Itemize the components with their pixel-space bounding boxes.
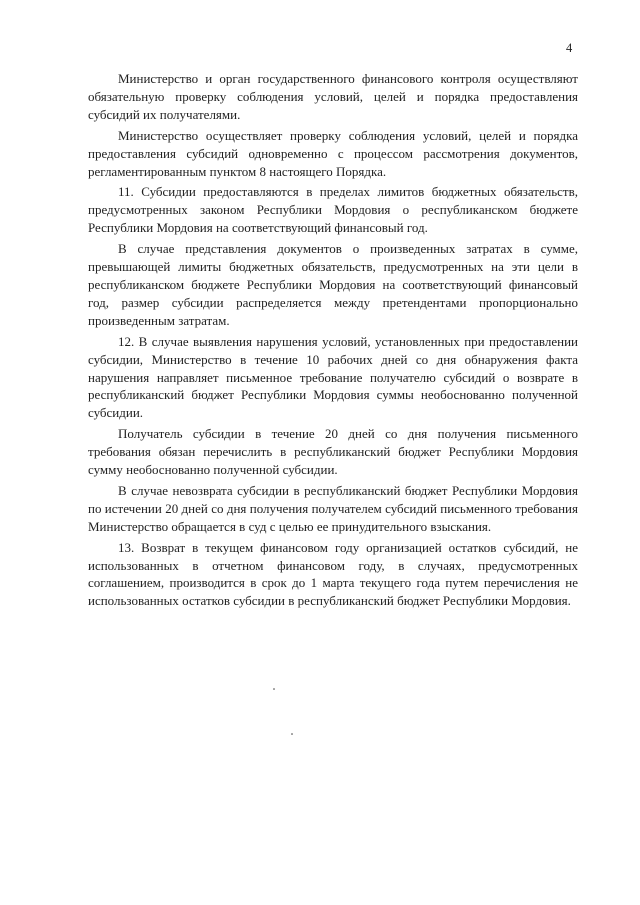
paragraph-control-inspection: Министерство и орган государственного финансового контроля осуществляют обязательную проверку соблюдения условий, целей и порядка предоставления субсидий их получателями. [88,71,578,122]
scan-speck [273,688,275,690]
paragraph-non-return: В случае невозврата субсидии в республиканский бюджет Республики Мордовия по истечении 20 дней со дня получения получателем субсидий письменного требования Министерство обращается в суд с целью ее принудительного взыскания. [88,482,578,534]
paragraph-clause-13: 13. Возврат в текущем финансовом году организацией остатков субсидий, не использованных в отчетном финансовом году, в случаях, предусмотренных соглашением, производится в срок до 1 марта текущего года путем перечисления не использованных остатков субсидии в республиканский бюджет Республики Мордовия. [88,539,578,609]
paragraph-limit-excess: В случае представления документов о произведенных затратах в сумме, превышающей лимиты бюджетных обязательств, предусмотренных на эти цели в республиканском бюджете Республики Мордовия на соответствующий финансовый год, размер субсидии распределяется между претендентами пропорционально произведенным затратам. [88,241,578,328]
paragraph-clause-11: 11. Субсидии предоставляются в пределах лимитов бюджетных обязательств, предусмотренных законом Республики Мордовия о республиканском бюджете Республики Мордовия на соответствующий финансовый год. [88,184,578,236]
paragraph-clause-12: 12. В случае выявления нарушения условий, установленных при предоставлении субсидии, Министерство в течение 10 рабочих дней со дня обнаружения факта нарушения направляет письменное требование получателю субсидий о возврате в республиканский бюджет Республики Мордовия суммы необоснованно полученной субсидии. [88,333,578,421]
paragraph-recipient-obligation: Получатель субсидии в течение 20 дней со дня получения письменного требования обязан перечислить в республиканский бюджет Республики Мордовия сумму необоснованно полученной субсидии. [88,426,578,478]
page-number: 4 [566,41,573,55]
document-body [88,70,578,610]
paragraph-ministry-inspection: Министерство осуществляет проверку соблюдения условий, целей и порядка предоставления субсидий одновременно с процессом рассмотрения документов, регламентированным пунктом 8 настоящего Порядка. [88,127,578,179]
scan-speck [291,733,293,735]
